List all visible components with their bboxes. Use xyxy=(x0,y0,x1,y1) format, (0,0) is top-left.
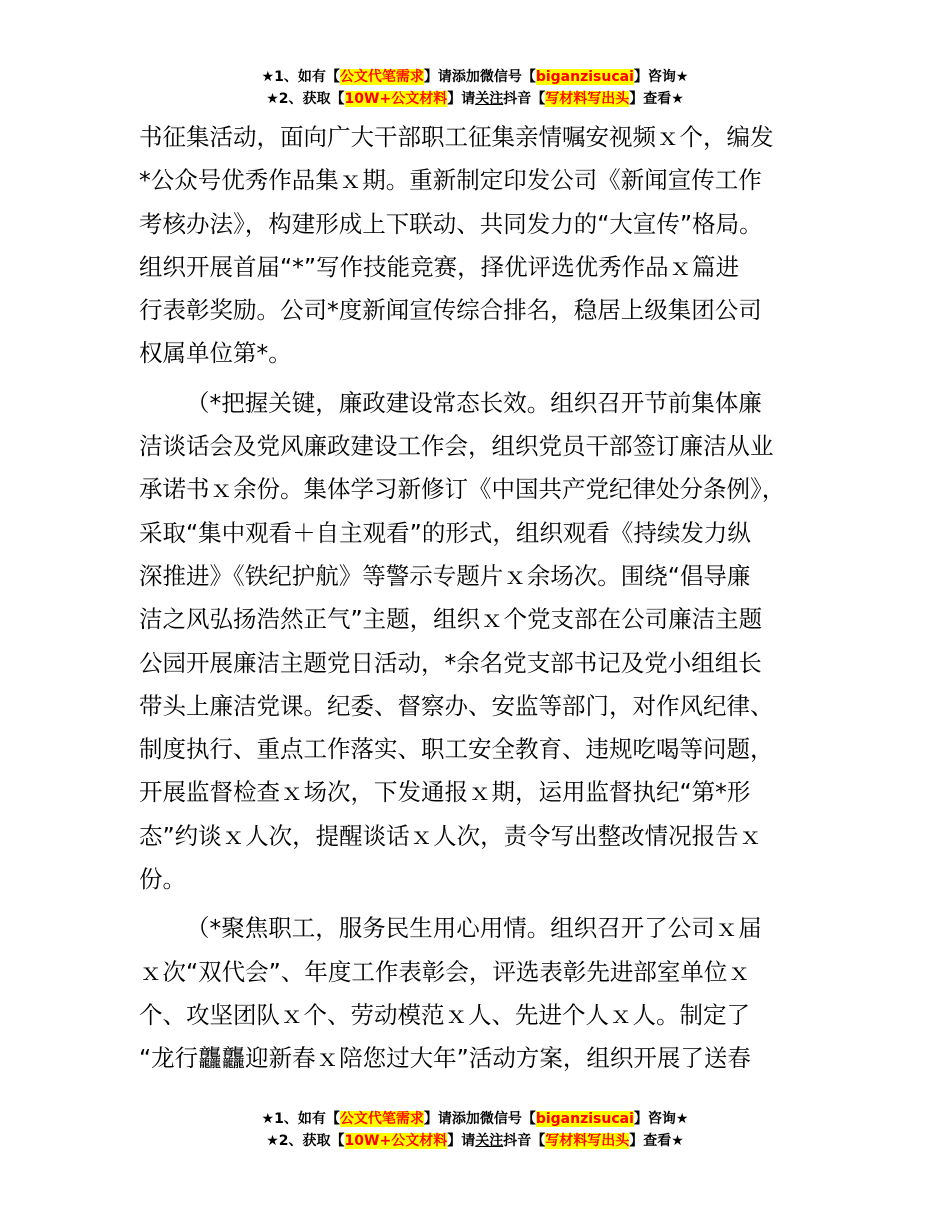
text-line: 个、攻坚团队ｘ个、劳动模范ｘ人、先进个人ｘ人。制定了 xyxy=(139,1000,750,1029)
highlight-douyin: 写材料写出头 xyxy=(545,1133,630,1149)
text-line: 带头上廉洁党课。纪委、督察办、安监等部门，对作风纪律、 xyxy=(139,691,774,720)
text-line: 洁谈话会及党风廉政建设工作会，组织党员干部签订廉洁从业 xyxy=(139,432,774,461)
text-line: 考核办法》，构建形成上下联动、共同发力的“大宣传”格局。 xyxy=(139,209,763,238)
text-line: 公园开展廉洁主题党日活动，*余名党支部书记及党小组组长 xyxy=(139,648,762,677)
highlight-wechat-id: biganzisucai xyxy=(535,1111,634,1127)
text-line: 份。 xyxy=(139,865,186,894)
banner-line-1: ★1、如有【公文代笔需求】请添加微信号【biganzisucai】咨询★ xyxy=(261,69,689,85)
text-line: 书征集活动，面向广大干部职工征集亲情嘱安视频ｘ个，编发 xyxy=(139,123,774,151)
text-line: “龙行龘龘迎新春ｘ陪您过大年”活动方案，组织开展了送春 xyxy=(139,1044,751,1073)
text-line: （*聚焦职工，服务民生用心用情。组织召开了公司ｘ届 xyxy=(186,914,762,943)
paragraph-3 xyxy=(139,907,829,1080)
highlight-douyin: 写材料写出头 xyxy=(545,91,630,107)
text-line: 承诺书ｘ余份。集体学习新修订《中国共产党纪律处分条例》， xyxy=(139,475,786,504)
text-line: 行表彰奖励。公司*度新闻宣传综合排名，稳居上级集团公司 xyxy=(139,296,762,325)
text-line: 制度执行、重点工作落实、职工安全教育、违规吃喝等问题， xyxy=(139,735,774,764)
text-line: ｘ次“双代会”、年度工作表彰会，评选表彰先进部室单位ｘ xyxy=(139,957,751,986)
text-line: 组织开展首届“*”写作技能竞赛，择优评选优秀作品ｘ篇进 xyxy=(139,252,740,281)
highlight-materials: 10W+公文材料 xyxy=(344,91,448,107)
text-line: （*把握关键，廉政建设常态长效。组织召开节前集体廉 xyxy=(186,388,762,417)
banner-line-2: ★2、获取【10W+公文材料】请关注抖音【写材料写出头】查看★ xyxy=(266,91,684,107)
highlight-ghostwriting: 公文代笔需求 xyxy=(339,69,424,85)
footer-banner xyxy=(0,1108,950,1152)
banner-line-2: ★2、获取【10W+公文材料】请关注抖音【写材料写出头】查看★ xyxy=(266,1133,684,1149)
header-banner xyxy=(0,66,950,110)
text-line: 开展监督检查ｘ场次，下发通报ｘ期，运用监督执纪“第*形 xyxy=(139,778,751,807)
text-line: 权属单位第*。 xyxy=(139,339,292,368)
text-line: 洁之风弘扬浩然正气”主题，组织ｘ个党支部在公司廉洁主题 xyxy=(139,605,763,634)
text-line: 态”约谈ｘ人次，提醒谈话ｘ人次，责令写出整改情况报告ｘ xyxy=(139,821,763,850)
highlight-materials: 10W+公文材料 xyxy=(344,1133,448,1149)
document-body xyxy=(139,116,829,1081)
highlight-ghostwriting: 公文代笔需求 xyxy=(339,1111,424,1127)
text-line: 采取“集中观看＋自主观看”的形式，组织观看《持续发力纵 xyxy=(139,518,751,547)
text-line: *公众号优秀作品集ｘ期。重新制定印发公司《新闻宣传工作 xyxy=(139,166,762,195)
text-line: 深推进》《铁纪护航》等警示专题片ｘ余场次。围绕“倡导廉 xyxy=(139,561,751,590)
highlight-wechat-id: biganzisucai xyxy=(535,69,634,85)
paragraph-2 xyxy=(139,382,829,902)
paragraph-1 xyxy=(139,116,829,376)
banner-line-1: ★1、如有【公文代笔需求】请添加微信号【biganzisucai】咨询★ xyxy=(261,1111,689,1127)
